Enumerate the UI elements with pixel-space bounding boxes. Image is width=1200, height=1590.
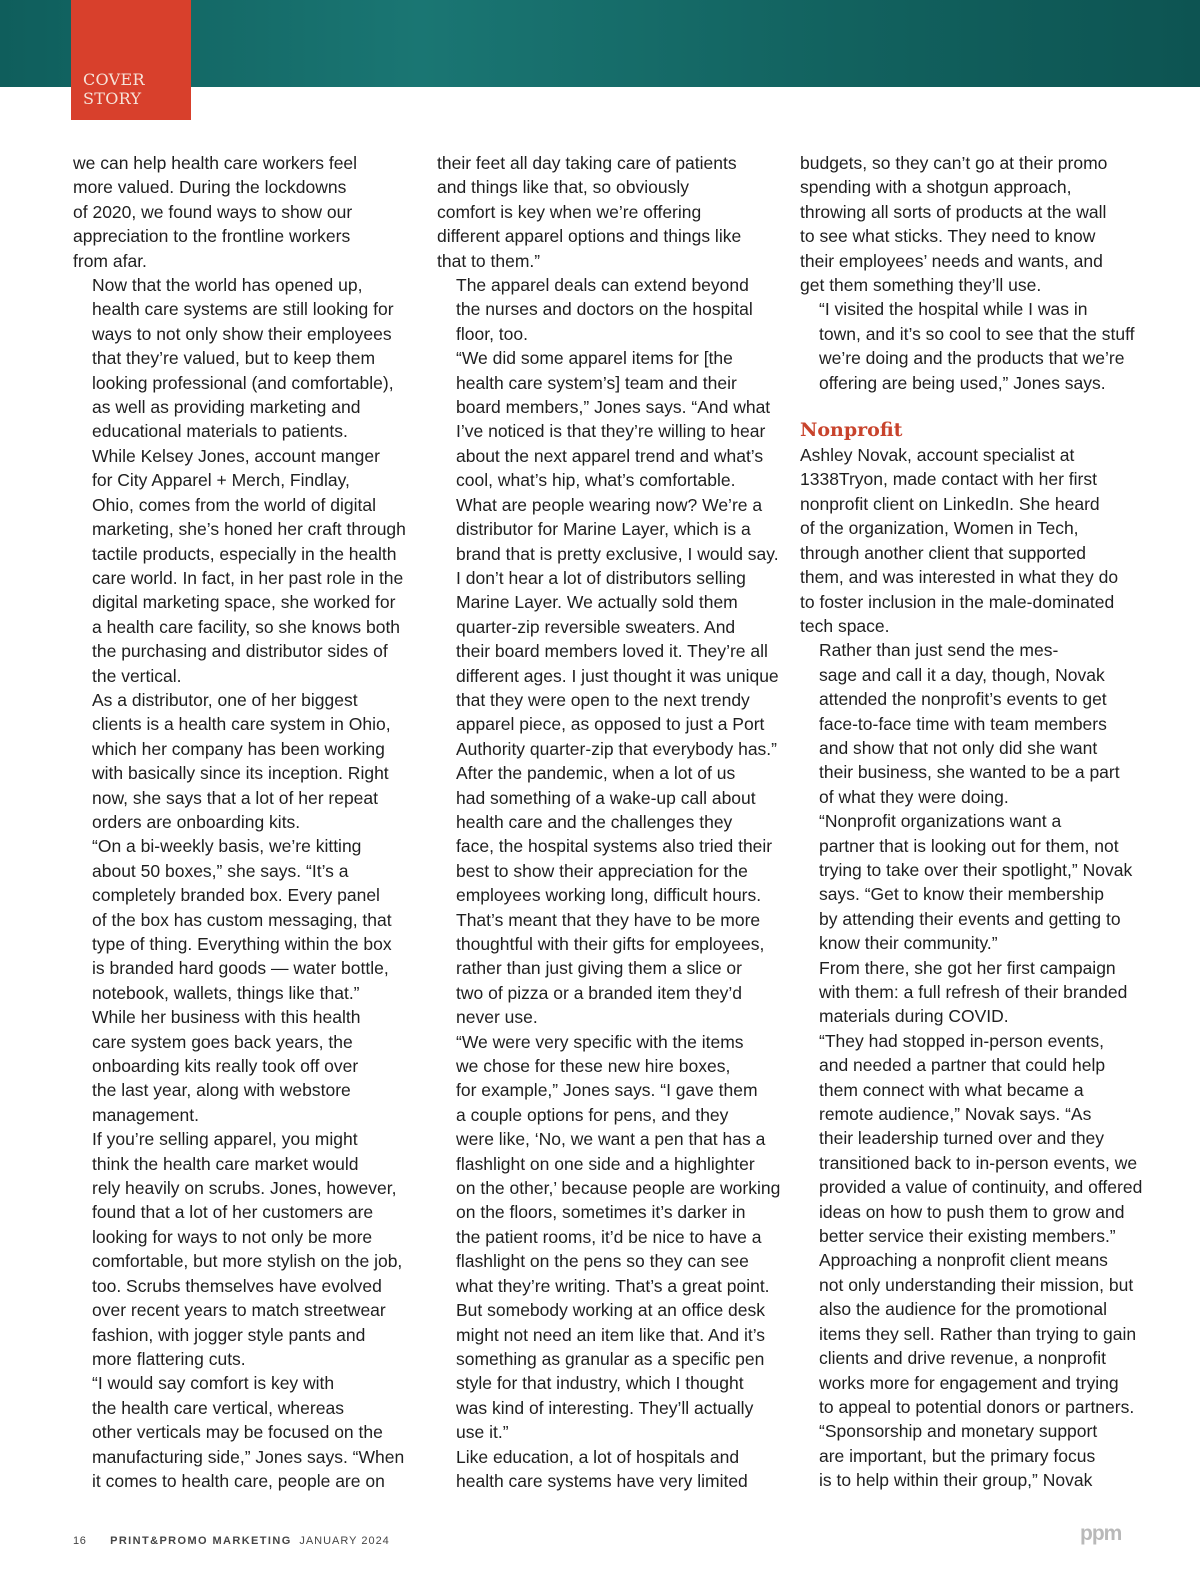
text-line: “We did some apparel items for [the: [456, 348, 733, 369]
text-line: “They had stopped in-person events,: [819, 1030, 1105, 1051]
text-line: the purchasing and distributor sides of: [92, 641, 388, 662]
text-line: From there, she got her first campaign: [819, 957, 1116, 978]
article-paragraph: [73, 151, 408, 273]
text-line: more valued. During the lockdowns: [73, 177, 347, 198]
text-line: nonprofit client on LinkedIn. She heard: [800, 493, 1100, 514]
text-line: tech space.: [800, 615, 890, 636]
text-line: trying to take over their spotlight,” Novak: [819, 859, 1133, 880]
text-line: says. “Get to know their membership: [819, 884, 1104, 905]
text-line: that they’re valued, but to keep them: [92, 348, 376, 369]
text-line: them connect with what became a: [819, 1079, 1084, 1100]
text-line: of what they were doing.: [819, 786, 1009, 807]
article-paragraph: [437, 761, 772, 1029]
text-line: thoughtful with their gifts for employees,: [456, 934, 765, 954]
text-line: their employees’ needs and wants, and: [800, 250, 1103, 271]
page-footer: [73, 1531, 390, 1551]
article-column-1: [73, 151, 408, 1493]
text-line: attended the nonprofit’s events to get: [819, 689, 1107, 710]
article-paragraph: [800, 956, 1135, 1029]
text-line: transitioned back to in-person events, we: [819, 1152, 1138, 1173]
text-line: appreciation to the frontline workers: [73, 226, 351, 247]
text-line: comfortable, but more stylish on the job,: [92, 1251, 403, 1272]
article-paragraph: [800, 809, 1135, 955]
text-line: floor, too.: [456, 323, 528, 344]
text-line: on the floors, sometimes it’s darker in: [456, 1202, 746, 1223]
text-line: had something of a wake-up call about: [456, 787, 756, 808]
text-line: too. Scrubs themselves have evolved: [92, 1275, 382, 1296]
text-line: that they were open to the next trendy: [456, 689, 750, 710]
text-line: brand that is pretty exclusive, I would say.: [456, 543, 779, 564]
text-line: face-to-face time with team members: [819, 713, 1107, 734]
text-line: I’ve noticed is that they’re willing to hear: [456, 421, 766, 442]
text-line: comfort is key when we’re offering: [437, 201, 702, 222]
text-line: not only understanding their mission, but: [819, 1274, 1134, 1295]
text-line: is branded hard goods — water bottle,: [92, 958, 389, 979]
text-line: apparel piece, as opposed to just a Port: [456, 714, 765, 735]
text-line: materials during COVID.: [819, 1006, 1009, 1027]
text-line: now, she says that a lot of her repeat: [92, 787, 379, 808]
text-line: health care systems are still looking for: [92, 299, 394, 320]
ppm-logo: ppm: [1080, 1522, 1122, 1545]
text-line: management.: [92, 1104, 200, 1125]
text-line: best to show their appreciation for the: [456, 860, 748, 881]
text-line: on the other,’ because people are working: [456, 1178, 781, 1199]
text-line: clients is a health care system in Ohio,: [92, 714, 391, 735]
text-line: and things like that, so obviously: [437, 177, 689, 198]
article-paragraph: [800, 443, 1135, 638]
text-line: never use.: [456, 1007, 538, 1028]
text-line: we’re doing and the products that we’re: [819, 348, 1125, 369]
text-line: budgets, so they can’t go at their promo: [800, 153, 1108, 173]
text-line: cool, what’s hip, what’s comfortable.: [456, 470, 736, 491]
text-line: style for that industry, which I thought: [456, 1373, 744, 1394]
text-line: fashion, with jogger style pants and: [92, 1324, 366, 1345]
text-line: more flattering cuts.: [92, 1348, 246, 1369]
text-line: think the health care market would: [92, 1153, 359, 1174]
text-line: with basically since its inception. Right: [92, 763, 389, 784]
text-line: what they’re writing. That’s a great point.: [456, 1275, 770, 1296]
text-line: After the pandemic, when a lot of us: [456, 763, 736, 784]
text-line: health care systems have very limited: [456, 1470, 748, 1491]
text-line: the health care vertical, whereas: [92, 1397, 344, 1418]
text-line: digital marketing space, she worked for: [92, 592, 396, 613]
text-line: “I would say comfort is key with: [92, 1373, 335, 1394]
text-line: was kind of interesting. They’ll actually: [456, 1397, 754, 1418]
text-line: with them: a full refresh of their branded: [819, 982, 1128, 1002]
text-line: “We were very specific with the items: [456, 1031, 744, 1052]
text-line: their leadership turned over and they: [819, 1128, 1105, 1149]
text-line: town, and it’s so cool to see that the stuff: [819, 323, 1135, 344]
text-line: While her business with this health: [92, 1007, 361, 1028]
text-line: face, the hospital systems also tried their: [456, 836, 773, 857]
article-paragraph: [73, 1371, 408, 1493]
text-line: Approaching a nonprofit client means: [819, 1250, 1108, 1271]
text-line: completely branded box. Every panel: [92, 885, 380, 906]
issue-date: JANUARY 2024: [299, 1535, 390, 1547]
text-line: looking for ways to not only be more: [92, 1226, 373, 1247]
text-line: the last year, along with webstore: [92, 1080, 351, 1101]
text-line: their business, she wanted to be a part: [819, 762, 1120, 783]
article-paragraph: [73, 834, 408, 1005]
text-line: Ashley Novak, account specialist at: [800, 445, 1075, 466]
text-line: the patient rooms, it’d be nice to have a: [456, 1226, 762, 1247]
text-line: ideas on how to push them to grow and: [819, 1201, 1125, 1222]
text-line: rely heavily on scrubs. Jones, however,: [92, 1178, 397, 1199]
text-line: “On a bi-weekly basis, we’re kitting: [92, 836, 362, 857]
article-paragraph: [800, 151, 1135, 297]
text-line: “I visited the hospital while I was in: [819, 299, 1088, 320]
text-line: are important, but the primary focus: [819, 1445, 1096, 1466]
text-line: to appeal to potential donors or partners.: [819, 1396, 1135, 1417]
text-line: were like, ‘No, we want a pen that has a: [456, 1129, 766, 1150]
text-line: sage and call it a day, though, Novak: [819, 664, 1105, 685]
text-line: quarter-zip reversible sweaters. And: [456, 616, 736, 637]
text-line: works more for engagement and trying: [819, 1372, 1119, 1393]
text-line: to see what sticks. They need to know: [800, 226, 1096, 247]
text-line: is to help within their group,” Novak: [819, 1470, 1093, 1491]
article-paragraph: [73, 688, 408, 834]
text-line: remote audience,” Novak says. “As: [819, 1104, 1092, 1125]
text-line: know their community.”: [819, 933, 998, 954]
article-column-3: [800, 151, 1143, 1493]
text-line: over recent years to match streetwear: [92, 1300, 386, 1321]
article-paragraph: [800, 638, 1135, 809]
text-line: care world. In fact, in her past role in the: [92, 567, 404, 588]
article-paragraph: [73, 1127, 408, 1371]
article-paragraph: [437, 1030, 781, 1445]
page-number: 16: [73, 1535, 87, 1547]
text-line: which her company has been working: [92, 738, 385, 759]
text-line: and show that not only did she want: [819, 737, 1098, 758]
text-line: onboarding kits really took off over: [92, 1056, 359, 1077]
text-line: orders are onboarding kits.: [92, 811, 301, 832]
text-line: it comes to health care, people are on: [92, 1470, 385, 1491]
text-line: But somebody working at an office desk: [456, 1300, 766, 1321]
text-line: different apparel options and things like: [437, 226, 742, 247]
text-line: might not need an item like that. And it’s: [456, 1324, 766, 1345]
text-line: Now that the world has opened up,: [92, 275, 363, 296]
text-line: manufacturing side,” Jones says. “When: [92, 1446, 405, 1467]
section-heading: Nonprofit: [800, 419, 903, 442]
text-line: the vertical.: [92, 665, 182, 686]
text-line: different ages. I just thought it was unique: [456, 665, 779, 686]
text-line: ways to not only show their employees: [92, 323, 392, 344]
text-line: we can help health care workers feel: [73, 153, 358, 173]
text-line: notebook, wallets, things like that.”: [92, 982, 360, 1003]
text-line: clients and drive revenue, a nonprofit: [819, 1348, 1106, 1369]
text-line: educational materials to patients.: [92, 421, 348, 442]
text-line: through another client that supported: [800, 542, 1087, 563]
text-line: of 2020, we found ways to show our: [73, 201, 353, 222]
text-line: marketing, she’s honed her craft through: [92, 519, 406, 540]
text-line: type of thing. Everything within the box: [92, 934, 392, 954]
article-column-2: [437, 151, 781, 1493]
text-line: we chose for these new hire boxes,: [456, 1056, 731, 1077]
article-paragraph: [437, 273, 772, 346]
article-paragraph: [437, 1445, 772, 1494]
text-line: spending with a shotgun approach,: [800, 177, 1072, 198]
article-paragraph: [437, 151, 772, 273]
text-line: care system goes back years, the: [92, 1031, 353, 1052]
text-line: better service their existing members.”: [819, 1226, 1116, 1247]
text-line: I don’t hear a lot of distributors selling: [456, 567, 746, 588]
text-line: about the next apparel trend and what’s: [456, 445, 764, 466]
article-paragraph: [73, 273, 408, 444]
text-line: employees working long, difficult hours.: [456, 885, 762, 906]
text-line: something as granular as a specific pen: [456, 1348, 765, 1369]
text-line: throwing all sorts of products at the wall: [800, 201, 1107, 222]
text-line: looking professional (and comfortable),: [92, 372, 394, 393]
text-line: 1338Tryon, made contact with her first: [800, 469, 1097, 490]
text-line: Ohio, comes from the world of digital: [92, 494, 377, 515]
text-line: If you’re selling apparel, you might: [92, 1129, 358, 1150]
text-line: their feet all day taking care of patients: [437, 153, 737, 173]
text-line: Authority quarter-zip that everybody has.”: [456, 738, 777, 759]
text-line: use it.”: [456, 1422, 509, 1443]
text-line: get them something they’ll use.: [800, 275, 1042, 296]
text-line: them, and was interested in what they do: [800, 567, 1119, 588]
article-paragraph: [437, 346, 779, 761]
article-paragraph: [73, 1005, 408, 1127]
article-paragraph: [800, 297, 1135, 395]
text-line: The apparel deals can extend beyond: [456, 275, 749, 296]
article-paragraph: [800, 1248, 1135, 1419]
text-line: of the organization, Women in Tech,: [800, 518, 1079, 539]
text-line: a couple options for pens, and they: [456, 1104, 729, 1125]
text-line: rather than just giving them a slice or: [456, 958, 742, 979]
text-line: offering are being used,” Jones says.: [819, 372, 1106, 393]
text-line: and needed a partner that could help: [819, 1055, 1106, 1076]
text-line: As a distributor, one of her biggest: [92, 689, 358, 710]
text-line: Marine Layer. We actually sold them: [456, 592, 738, 613]
text-line: that to them.”: [437, 250, 541, 271]
text-line: from afar.: [73, 250, 147, 271]
text-line: flashlight on one side and a highlighter: [456, 1153, 755, 1174]
text-line: items they sell. Rather than trying to gain: [819, 1323, 1137, 1344]
text-line: Like education, a lot of hospitals and: [456, 1446, 740, 1467]
text-line: two of pizza or a branded item they’d: [456, 982, 742, 1003]
text-line: for City Apparel + Merch, Findlay,: [92, 470, 350, 491]
text-line: for example,” Jones says. “I gave them: [456, 1080, 758, 1101]
text-line: found that a lot of her customers are: [92, 1202, 374, 1223]
article-paragraph: [800, 1029, 1143, 1249]
section-tab-line-2: STORY: [83, 89, 142, 108]
section-tab-cover-story: [71, 0, 191, 120]
text-line: about 50 boxes,” she says. “It’s a: [92, 860, 349, 881]
text-line: partner that is looking out for them, not: [819, 835, 1119, 856]
article-paragraph: [73, 444, 408, 688]
text-line: health care system’s] team and their: [456, 372, 737, 393]
text-line: by attending their events and getting to: [819, 908, 1121, 929]
text-line: tactile products, especially in the health: [92, 543, 397, 564]
text-line: Rather than just send the mes-: [819, 640, 1059, 661]
text-line: also the audience for the promotional: [819, 1299, 1107, 1320]
section-tab-line-1: COVER: [83, 70, 145, 89]
text-line: of the box has custom messaging, that: [92, 909, 392, 930]
text-line: provided a value of continuity, and offered: [819, 1177, 1143, 1198]
text-line: “Nonprofit organizations want a: [819, 811, 1062, 832]
text-line: What are people wearing now? We’re a: [456, 494, 763, 515]
text-line: flashlight on the pens so they can see: [456, 1251, 749, 1272]
publication-name: PRINT&PROMO MARKETING: [110, 1535, 292, 1547]
text-line: health care and the challenges they: [456, 811, 733, 832]
text-line: a health care facility, so she knows both: [92, 616, 401, 637]
text-line: to foster inclusion in the male-dominated: [800, 591, 1115, 612]
text-line: as well as providing marketing and: [92, 397, 361, 418]
article-paragraph: [800, 1419, 1135, 1492]
text-line: their board members loved it. They’re all: [456, 641, 768, 662]
text-line: That’s meant that they have to be more: [456, 909, 761, 930]
text-line: distributor for Marine Layer, which is a: [456, 519, 751, 540]
text-line: “Sponsorship and monetary support: [819, 1421, 1098, 1442]
text-line: board members,” Jones says. “And what: [456, 397, 771, 418]
text-line: While Kelsey Jones, account manger: [92, 445, 380, 466]
text-line: the nurses and doctors on the hospital: [456, 299, 753, 320]
text-line: other verticals may be focused on the: [92, 1422, 383, 1443]
